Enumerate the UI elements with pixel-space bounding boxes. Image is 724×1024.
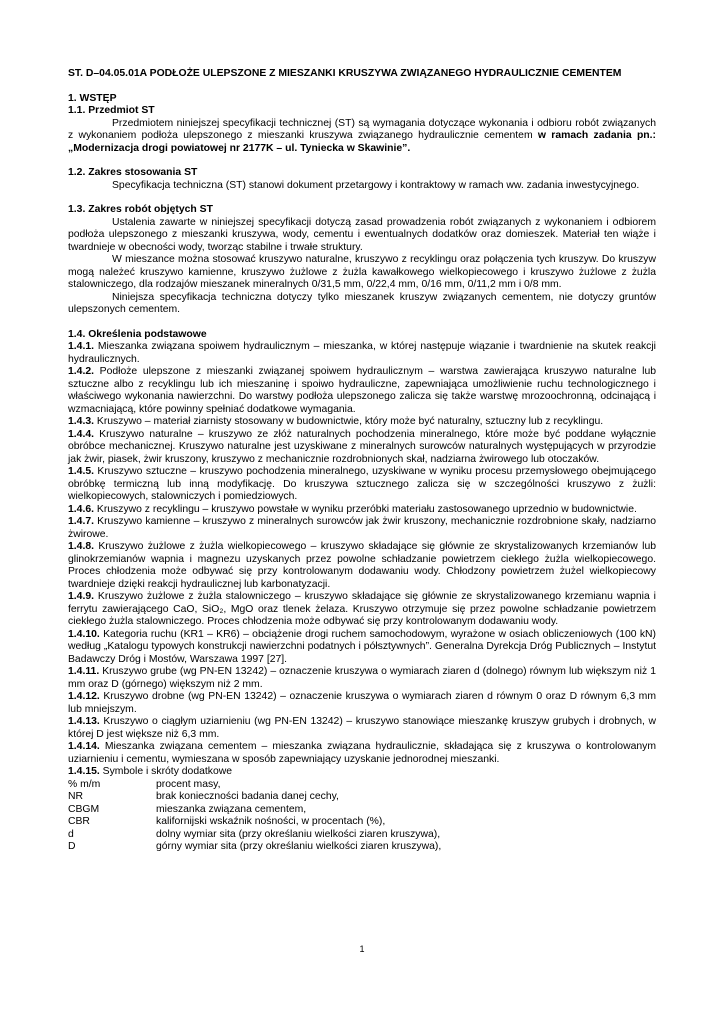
- section-1-1-bold-text: w ramach zadania pn.: „Modernizacja drogi powiatowej nr 2177K – ul. Tyniecka w Skawinie”.: [68, 130, 656, 154]
- definition-number: 1.4.2.: [68, 366, 94, 377]
- definition-item: [68, 691, 656, 716]
- symbol-value: procent masy,: [156, 778, 221, 790]
- definition-number: 1.4.5.: [68, 466, 94, 477]
- definition-item: [68, 741, 656, 766]
- definition-number: 1.4.7.: [68, 516, 94, 527]
- definition-text: Kruszywo żużlowe z żużla stalowniczego – kruszywo składające się głównie ze skrystalizowanego krzemianu wapnia i ferrytu zawierającego CaO, SiO₂, MgO oraz tlenek żelaza. Kruszywo otrzymuje się przez powolne schładzanie powietrzem ciekłego żużla stalowniczego. Proces chłodzenia może odbywać się przy kontrolowanym dodawaniu wody.: [68, 591, 656, 627]
- definition-item: [68, 716, 656, 741]
- symbol-row: [68, 841, 656, 854]
- symbol-key: d: [68, 828, 74, 840]
- definition-text: Mieszanka związana cementem – mieszanka związana hydraulicznie, składająca się z kruszywa o kontrolowanym uziarnieniu i cementu, wymieszana w sposób zapewniający uzyskanie jednorodnej mieszanki.: [68, 741, 656, 765]
- section-1-1-heading: 1.1. Przedmiot ST: [68, 105, 155, 116]
- section-1-heading: 1. WSTĘP: [68, 92, 117, 104]
- definition-text: Kruszywo kamienne – kruszywo z mineralnych surowców jak żwir kruszony, mechanicznie rozdrobnione skały, nadziarno żwirowe.: [68, 516, 656, 540]
- definition-item: [68, 541, 656, 591]
- definition-number: 1.4.1.: [68, 341, 94, 352]
- symbol-value: górny wymiar sita (przy określaniu wielkości ziaren kruszywa),: [156, 841, 442, 852]
- definition-number: 1.4.4.: [68, 428, 94, 440]
- document-page: [68, 68, 656, 854]
- definition-number: 1.4.3.: [68, 416, 94, 427]
- symbol-key: % m/m: [68, 778, 101, 790]
- definition-item: [68, 766, 656, 779]
- definition-item: [68, 629, 656, 667]
- definition-text: Kruszywo o ciągłym uziarnieniu (wg PN-EN 13242) – kruszywo stanowiące mieszankę kruszyw grubych i drobnych, w której D jest większe niż 6,3 mm.: [68, 716, 656, 740]
- symbol-row: [68, 779, 656, 792]
- definition-item: [68, 429, 656, 467]
- section-1-3-paragraph-1: Ustalenia zawarte w niniejszej specyfikacji dotyczą zasad prowadzenia robót związanych z wykonaniem i odbiorem podłoża ulepszonego z mieszanki kruszywa, wody, cementu i ewentualnych dodatków oraz domieszek. Materiał ten wiąże i twardnieje w obecności wody, tworząc stabilne i trwałe struktury.: [68, 216, 656, 253]
- definition-text: Kruszywo naturalne – kruszywo ze złóż naturalnych pochodzenia mineralnego, które może być poddane wyłącznie obróbce mechanicznej. Kruszywo naturalne jest uzyskiwane z mineralnych surowców naturalnych występujących w przyrodzie jak żwir, piasek, żwir kruszony, kruszywo z mechanicznie rozdrobnionych skał, nadziarna żwirowego lub otoczaków.: [68, 428, 656, 465]
- symbol-key: D: [68, 841, 76, 852]
- section-1-4-heading: 1.4. Określenia podstawowe: [68, 328, 207, 340]
- definition-item: [68, 341, 656, 366]
- definition-text: Kruszywo sztuczne – kruszywo pochodzenia mineralnego, uzyskiwane w wyniku procesu przemysłowego obejmującego obróbkę termiczną lub inną modyfikację. Do kruszywa sztucznego zalicza się w szczególności kruszywo z żużli: wielkopiecowych, stalowniczych i pomiedziowych.: [68, 466, 656, 502]
- definition-item: [68, 516, 656, 541]
- section-1-2-paragraph: Specyfikacja techniczna (ST) stanowi dokument przetargowy i kontraktowy w ramach ww. zadania inwestycyjnego.: [112, 179, 640, 191]
- symbol-row: [68, 816, 656, 829]
- definition-text: Kruszywo z recyklingu – kruszywo powstałe w wyniku przeróbki materiału zastosowanego uprzednio w budownictwie.: [94, 503, 637, 515]
- section-1-1-paragraph: [68, 118, 656, 156]
- symbol-value: kalifornijski wskaźnik nośności, w procentach (%),: [156, 816, 386, 827]
- symbol-row: [68, 804, 656, 817]
- definition-number: 1.4.10.: [68, 628, 100, 640]
- definitions-list: [68, 341, 656, 779]
- definition-text: Kruszywo grube (wg PN-EN 13242) – oznaczenie kruszywa o wymiarach ziaren d (dolnego) równym lub większym niż 1 mm oraz D (górnego) większym niż 2 mm.: [68, 666, 656, 690]
- definition-item: [68, 666, 656, 691]
- page-number: 1: [359, 944, 365, 954]
- definition-text: Symbole i skróty dodatkowe: [99, 766, 233, 777]
- symbol-value: mieszanka związana cementem,: [156, 803, 307, 815]
- definition-text: Kruszywo żużlowe z żużla wielkopiecowego – kruszywo składające się głównie ze skrystalizowanych krzemianów lub glinokrzemianów wapnia i magnezu uzyskanych przez powolne schładzanie powietrzem ciekłego żużla wielkopiecowego. Proces chłodzenia może odbywać się przy kontrolowanym dodawaniu wody. Chłodzony powietrzem żużel wielkopiecowy twardnieje dzięki reakcji hydraulicznej lub karbonatyzacji.: [68, 541, 656, 590]
- definition-number: 1.4.6.: [68, 503, 94, 515]
- symbols-list: [68, 779, 656, 854]
- definition-number: 1.4.15.: [68, 766, 100, 777]
- symbol-value: dolny wymiar sita (przy określaniu wielkości ziaren kruszywa),: [156, 828, 441, 840]
- symbol-key: CBR: [68, 816, 90, 827]
- section-1-3-paragraph-2: W mieszance można stosować kruszywo naturalne, kruszywo z recyklingu oraz połączenia tych kruszyw. Do kruszyw mogą należeć kruszywo kamienne, kruszywo żużlowe z żużla kawałkowego wielkopiecowego i kruszywo żużlowe z żużla stalowniczego, dla rodzajów mieszanek mineralnych 0/31,5 mm, 0/22,4 mm, 0/16 mm, 0/11,2 mm i 0/8 mm.: [68, 254, 656, 290]
- definition-text: Kruszywo – materiał ziarnisty stosowany w budownictwie, który może być naturalny, sztuczny lub z recyklingu.: [94, 416, 604, 427]
- definition-item: [68, 591, 656, 629]
- section-1-3-heading: 1.3. Zakres robót objętych ST: [68, 204, 213, 215]
- symbol-key: NR: [68, 791, 84, 802]
- definition-item: [68, 466, 656, 504]
- section-1-1-text: Przedmiotem niniejszej specyfikacji technicznej (ST) są wymagania dotyczące wykonania i odbioru robót związanych z wykonaniem podłoża ulepszonego z mieszanki kruszywa związanego hydraulicznie cementem: [68, 117, 656, 141]
- definition-text: Podłoże ulepszone z mieszanki związanej spoiwem hydraulicznym – warstwa zawierająca kruszywo naturalne lub sztuczne albo z recyklingu lub ich mieszaninę i spoiwo hydrauliczne, zapewniająca umożliwienie ruchu technologicznego i właściwego wykonania nawierzchni. Do warstwy podłoża ulepszonego zalicza się także warstwę mrozoochronną, odcinającą i wzmacniającą, które powinny spełniać dodatkowe wymagania.: [68, 366, 656, 415]
- definition-text: Kruszywo drobne (wg PN-EN 13242) – oznaczenie kruszywa o wymiarach ziaren d równym 0 oraz D równym 6,3 mm lub mniejszym.: [68, 691, 656, 715]
- definition-number: 1.4.8.: [68, 541, 94, 552]
- section-1-3-paragraph-3: Niniejsza specyfikacja techniczna dotyczy tylko mieszanek kruszyw związanych cementem, nie dotyczy gruntów ulepszonych cementem.: [68, 291, 656, 315]
- symbol-row: [68, 791, 656, 804]
- definition-text: Mieszanka związana spoiwem hydraulicznym – mieszanka, w której następuje wiązanie i twardnienie na skutek reakcji hydraulicznych.: [68, 341, 656, 365]
- section-1-2-heading: 1.2. Zakres stosowania ST: [68, 167, 198, 178]
- definition-number: 1.4.14.: [68, 741, 100, 752]
- definition-item: [68, 504, 656, 517]
- symbol-row: [68, 829, 656, 842]
- symbol-value: brak konieczności badania danej cechy,: [156, 791, 339, 802]
- definition-text: Kategoria ruchu (KR1 – KR6) – obciążenie drogi ruchem samochodowym, wyrażone w osiach obliczeniowych (100 kN) według „Katalogu typowych konstrukcji nawierzchni podatnych i półsztywnych”. Generalna Dyrekcja Dróg Publicznych – Instytut Badawczy Dróg i Mostów, Warszawa 1997 [27].: [68, 628, 656, 665]
- symbol-key: CBGM: [68, 803, 100, 815]
- definition-item: [68, 366, 656, 416]
- definition-number: 1.4.13.: [68, 716, 100, 727]
- definition-number: 1.4.12.: [68, 691, 100, 702]
- definition-item: [68, 416, 656, 429]
- definition-number: 1.4.11.: [68, 666, 100, 677]
- document-title: ST. D–04.05.01A PODŁOŻE ULEPSZONE Z MIESZANKI KRUSZYWA ZWIĄZANEGO HYDRAULICZNIE CEMENTEM: [68, 68, 622, 79]
- definition-number: 1.4.9.: [68, 591, 94, 602]
